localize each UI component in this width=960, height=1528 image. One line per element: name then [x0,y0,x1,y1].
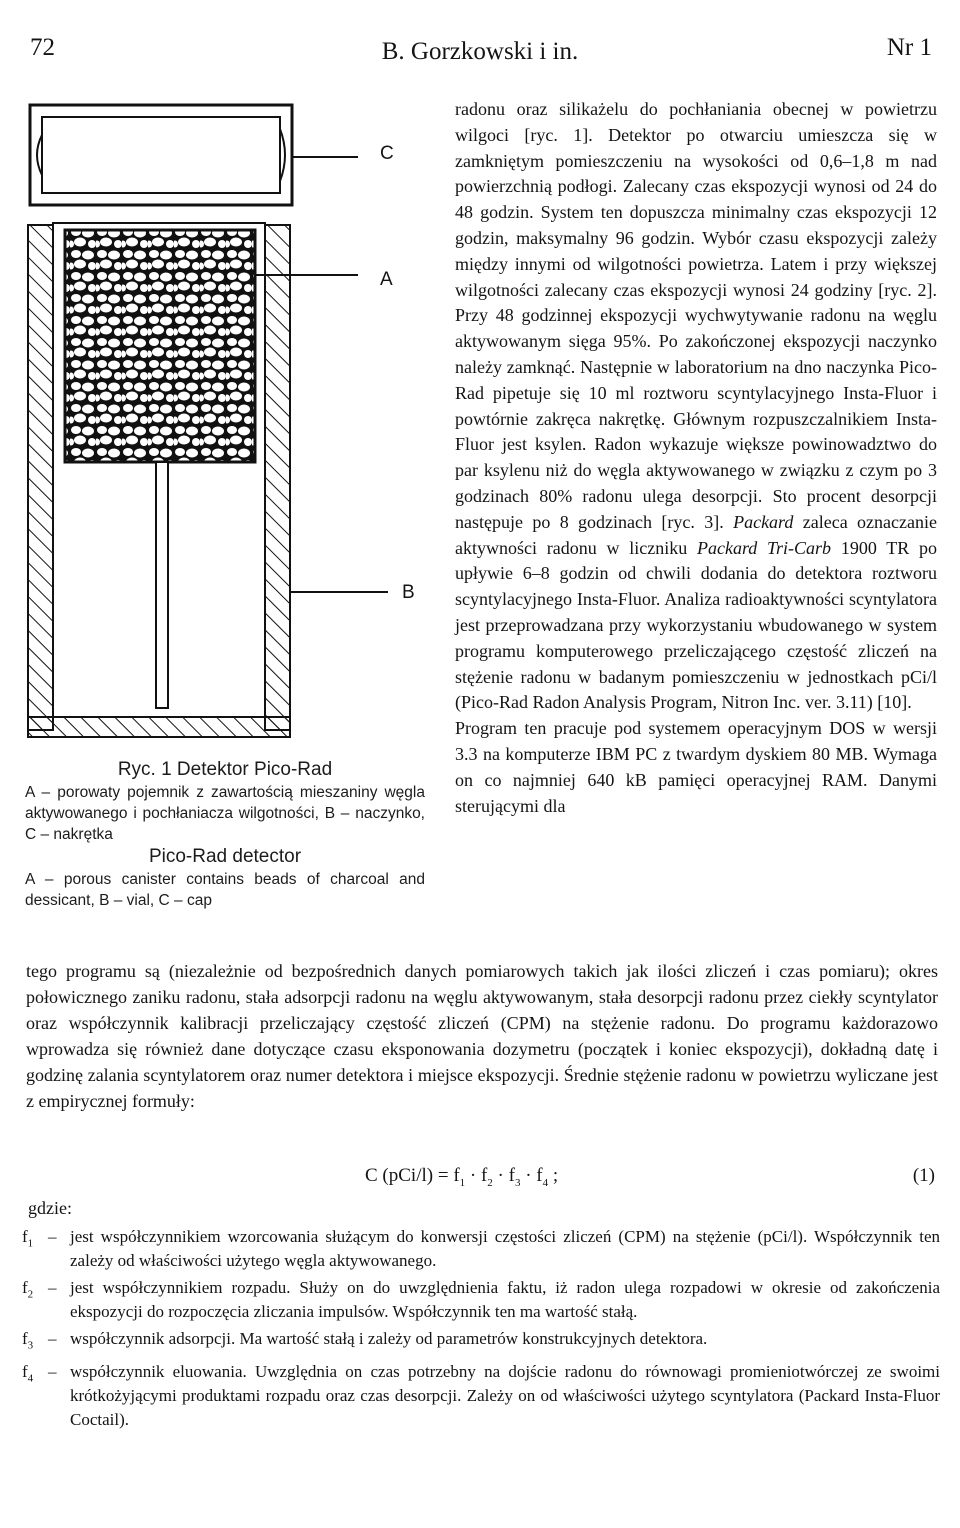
paragraph-detector-description: radonu oraz silikażelu do pochłaniania obecnej w powietrzu wilgoci [ryc. 1]. Detektor po otwarciu umieszcza się w zamkniętym pomieszczeniu na wysokości od 0,6–1,8 m nad powierzchnią podłogi. Zalecany czas ekspozycji wynosi od 24 do 48 godzin. System ten dopuszcza minimalny czas ekspozycji 12 godzin, maksymalny 96 godzin. Wybór czasu ekspozycji zależy między innymi od wilgotności powietrza. Latem i przy większej wilgotności zalecany czas ekspozycji wynosi 24 godziny [ryc. 2]. Przy 48 godzinnej ekspozycji wychwytywanie radonu na węglu aktywowanym sięga 95%. Po zakończonej ekspozycji naczynko należy zamknąć. Następnie w laboratorium na dno naczynka Pico-Rad pipetuje się 10 ml roztworu scyntylacyjnego Insta-Fluor i powtórnie zakręca nakrętkę. Głównym rozpuszczalnikiem Insta-Fluor jest ksylen. Radon wykazuje większe powinowadztwo do par ksylenu niż do węgla aktywowanego w związku z czym po 3 godzinach 80% radonu ulega desorpcji. Sto procent desorpcji następuje po 8 godzinach [ryc. 3]. Packard zaleca oznaczanie aktywności radonu w liczniku Packard Tri-Carb 1900 TR po upływie 6–8 godzin od chwili dodania do detektora roztworu scyntylacyjnego Insta-Fluor. Analiza radioaktywności scyntylatora jest przeprowadzana przy wykorzystaniu wbudowanego w system programu komputerowego przeliczającego częstość zliczeń na stężenie radonu w badanym pomieszczeniu w jednostkach pCi/l (Pico-Rad Radon Analysis Program, Nitron Inc. ver. 3.11) [10]. [455,99,937,713]
paragraph-program-start: Program ten pracuje pod systemem operacyjnym DOS w wersji 3.3 na komputerze IBM PC z twardym dyskiem 80 MB. Wymaga on co najmniej 640 kB pamięci operacyjnej RAM. Danymi sterującymi dla [455,718,937,816]
label-a: A [380,269,393,290]
definition-f4: $f_4$ – współczynnik eluowania. Uwzględnia on czas potrzebny na dojście radonu do równowagi promieniotwórczej ze swoimi krótkożyjącymi produktami rozpadu oraz czas desorpcji. Zależy on od właściwości użytego scyntylatora (Packard Insta-Fluor Coctail). [22,1362,940,1430]
issue-number: Nr 1 [886,34,932,61]
right-column-text [455,97,937,819]
where-label: gdzie: [28,1198,72,1218]
label-c: C [380,143,394,164]
figure-caption [25,758,425,911]
page-number: 72 [30,34,55,61]
formula-expression: C $(pCi/l) = f_1 \cdot f_2 \cdot f_3 \cdot f_4$ ; [365,1165,559,1189]
caption-polish: A – porowaty pojemnik z zawartością mieszaniny węgla aktywowanego i pochłaniacza wilgotności, B – naczynko, C – nakrętka [25,784,425,843]
caption-english-title: Pico-Rad detector [148,846,302,867]
formula-number: (1) [912,1165,935,1186]
definition-f2: $f_2$ – jest współczynnikiem rozpadu. Służy on do uwzględnienia faktu, iż radon ulega rozpadowi w okresie od zakończenia ekspozycji do rozpoczęcia zliczania impulsów. Współczynnik ten ma wartość stałą. [22,1278,940,1321]
paragraph-program-continued: tego programu są (niezależnie od bezpośrednich danych pomiarowych takich jak ilości zliczeń i czas pomiaru); okres połowicznego zaniku radonu, stała adsorpcji radonu na węglu aktywowanym, stała desorpcji radonu przez ciekły scyntylator oraz współczynnik kalibracji przeliczający częstość zliczeń (CPM) na stężenie radonu. Do programu każdorazowo wprowadza się również dane dotyczące czasu eksponowania dozymetru (początek i koniec ekspozycji), dokładną datę i godzinę zalania scyntylatorem oraz numer detektora i miejsce ekspozycji. Średnie stężenie radonu w powietrzu wyliczane jest z empirycznej formuły: [26,961,938,1111]
detector-drawing [18,95,428,755]
caption-english: A – porous canister contains beads of charcoal and dessicant, B – vial, C – cap [25,871,425,909]
definition-f1: $f_1$ – jest współczynnikiem wzorcowania służącym do konwersji częstości zliczeń (CPM) na stężenie (pCi/l). Współczynnik ten zależy od właściwości użytego węgla aktywowanego. [22,1227,940,1270]
figure-pico-rad-detector [18,95,428,755]
running-header-authors: B. Gorzkowski i in. [381,38,579,65]
cap-shape [30,105,292,205]
definitions-list [22,1225,940,1435]
label-b: B [402,582,415,603]
definition-f3: $f_3$ – współczynnik adsorpcji. Ma wartość stałą i zależy od parametrów konstrukcyjnych detektora. [22,1329,708,1352]
caption-title: Ryc. 1 Detektor Pico-Rad [117,759,333,780]
